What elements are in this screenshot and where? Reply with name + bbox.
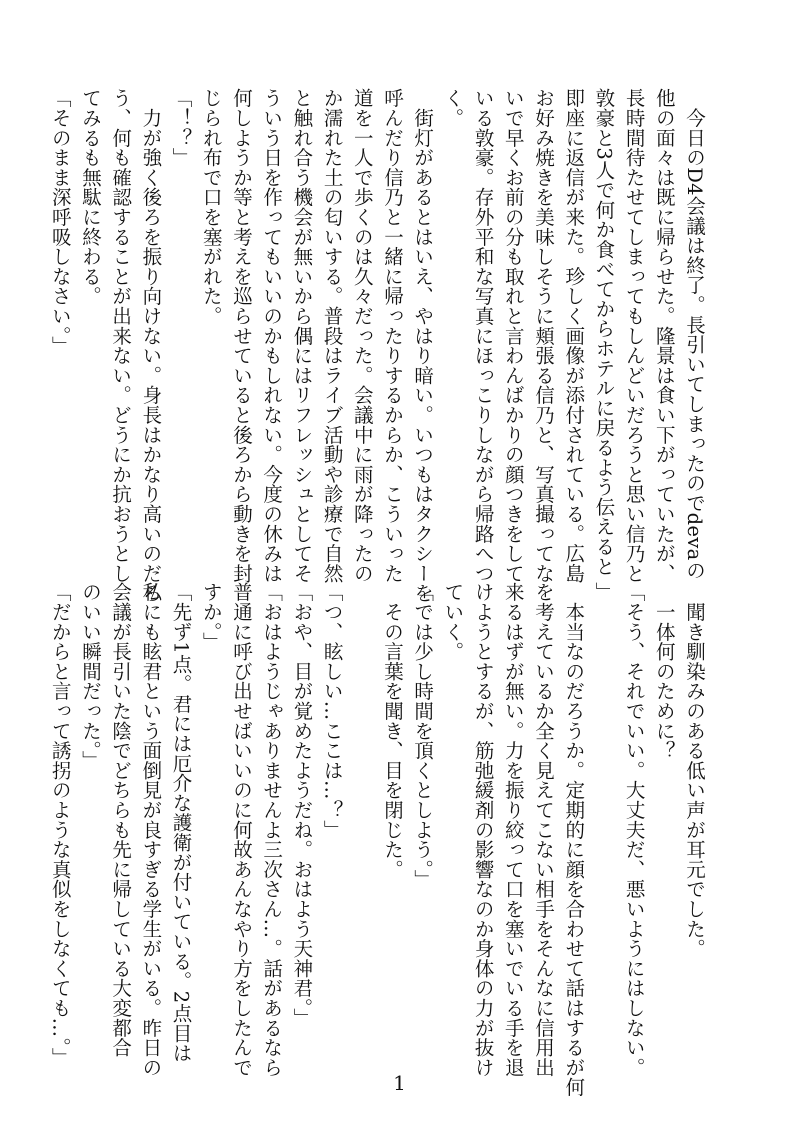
text-column: 一体何のために？ — [652, 582, 676, 761]
text-column: 普通に呼び出せばいいのに何故あんなやり方をしたんで — [229, 582, 253, 1077]
text-column: すか。」 — [199, 582, 223, 652]
text-column: その言葉を聞き、目を閉じた。 — [380, 582, 404, 879]
text-column: いる敦豪。存外平和な写真にほっこりしながら帰路へつ — [471, 88, 495, 583]
text-column: 呼んだり信乃と一緒に帰ったりするからか、こういった — [380, 88, 404, 583]
text-column: 来るはずが無い。力を振り絞って口を塞いでいる手を退 — [501, 582, 525, 1077]
text-column: 「そう、それでいい。大丈夫だ、悪いようにはしない。 — [622, 582, 646, 1077]
text-column: 「では少し時間を頂くとしよう。」 — [411, 582, 435, 890]
text-column: 他の面々は既に帰らせた。隆景は食い下がっていたが、 — [652, 88, 676, 583]
text-column: 街灯があるとはいえ、やはり暗い。いつもはタクシーを — [411, 88, 435, 603]
text-column: 何しようか等と考えを巡らせていると後ろから動きを封 — [229, 88, 253, 583]
text-column: う、何も確認することが出来ない。どうにか抗おうとし — [109, 88, 133, 583]
text-column: いで早くお前の分も取れと言わんばかりの顔つきをして — [501, 88, 525, 583]
text-column: のいい瞬間だった。」 — [78, 582, 102, 771]
text-column: 」 — [592, 582, 616, 602]
text-column: か濡れた土の匂いする。普段はライブ活動や診療で自然 — [320, 88, 344, 583]
text-column: 「そのまま深呼吸しなさい。」 — [48, 88, 72, 356]
text-column: 即座に返信が来た。珍しく画像が添付されている。広島 — [562, 88, 586, 583]
text-column: 「！？」 — [169, 88, 193, 168]
text-column: と触れ合う機会が無いから偶にはリフレッシュとしてそ — [290, 88, 314, 583]
text-column: ういう日を作ってもいいのかもしれない。今度の休みは — [260, 88, 284, 583]
text-column: 会議が長引いた陰でどちらも先に帰している大変都合 — [109, 582, 133, 1058]
text-column — [347, 582, 377, 1052]
text-column: 本当なのだろうか。定期的に顔を合わせて話はするが何 — [562, 582, 586, 1097]
text-block-lower — [48, 582, 709, 1097]
text-column: 「おはようじゃありませんよ三次さん…。話があるなら — [260, 582, 284, 1077]
text-column: お好み焼きを美味しそうに頬張る信乃と、写真撮ってな — [531, 88, 555, 583]
text-column: 敦豪と3人で何か食べてからホテルに戻るよう伝えると — [592, 88, 616, 576]
text-column: 力が強く後ろを振り向けない。身長はかなり高いのだろ — [139, 88, 163, 603]
text-column: けようとするが、筋弛緩剤の影響なのか身体の力が抜け — [471, 582, 495, 1077]
text-column: く。 — [441, 88, 465, 128]
text-column: 私にも眩君という面倒見が良すぎる学生がいる。昨日の — [139, 582, 163, 1077]
text-column: 「だからと言って誘拐のような真似をしなくても…。」 — [48, 582, 72, 1068]
text-column: 「おや、目が覚めたようだね。おはよう天神君。」 — [290, 582, 314, 1028]
text-column: ていく。 — [441, 582, 465, 662]
text-column: を考えているか全く見えてこない相手をそんなに信用出 — [531, 582, 555, 1077]
text-column: 「つ、眩しい…ここは…？」 — [320, 582, 344, 840]
text-column: 長時間待たせてしまってもしんどいだろうと思い信乃と — [622, 88, 646, 583]
text-column: 「先ず1点。君には厄介な護衛が付いている。2点目は — [169, 582, 193, 1063]
text-column: てみるも無駄に終わる。 — [78, 88, 102, 306]
text-block-upper — [48, 88, 709, 603]
text-column: 聞き馴染みのある低い声が耳元でした。 — [683, 582, 706, 959]
page-number: 1 — [393, 1071, 406, 1095]
text-column: じられ布で口を塞がれた。 — [199, 88, 223, 326]
text-column: 今日のD4会議は終了。長引いてしまったのでdevaの — [683, 88, 706, 581]
text-column: 道を一人で歩くのは久々だった。会議中に雨が降ったの — [350, 88, 374, 583]
